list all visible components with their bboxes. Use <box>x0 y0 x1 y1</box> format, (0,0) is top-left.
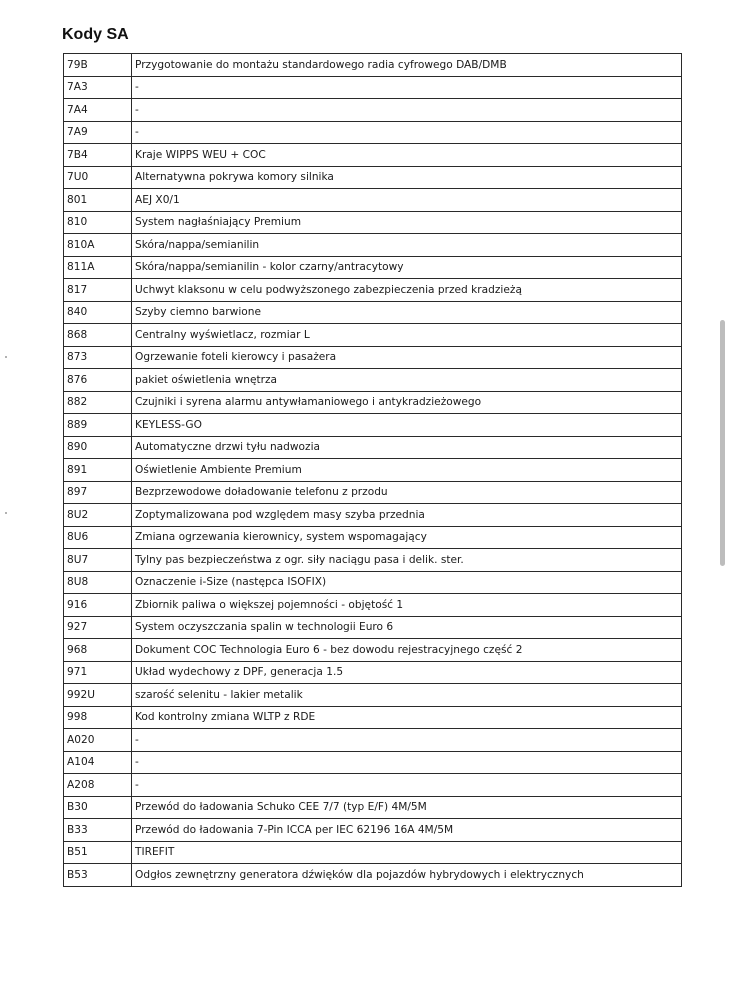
sa-code-cell: 7B4 <box>64 144 132 167</box>
table-row <box>64 526 682 549</box>
table-row <box>64 841 682 864</box>
sa-code-cell: 968 <box>64 639 132 662</box>
sa-code-cell: 840 <box>64 301 132 324</box>
margin-dot <box>5 512 7 514</box>
table-row <box>64 796 682 819</box>
sa-code-cell: A208 <box>64 774 132 797</box>
sa-description-cell: Tylny pas bezpieczeństwa z ogr. siły naciągu pasa i delik. ster. <box>132 549 682 572</box>
table-row <box>64 504 682 527</box>
sa-code-cell: 810A <box>64 234 132 257</box>
sa-description-cell: Zoptymalizowana pod względem masy szyba przednia <box>132 504 682 527</box>
sa-code-cell: 882 <box>64 391 132 414</box>
table-row <box>64 256 682 279</box>
sa-description-cell: KEYLESS-GO <box>132 414 682 437</box>
sa-description-cell: Przewód do ładowania 7-Pin ICCA per IEC 62196 16A 4M/5M <box>132 819 682 842</box>
sa-codes-table <box>63 53 682 887</box>
table-row <box>64 234 682 257</box>
sa-description-cell: Alternatywna pokrywa komory silnika <box>132 166 682 189</box>
table-row <box>64 864 682 887</box>
sa-description-cell: Skóra/nappa/semianilin <box>132 234 682 257</box>
sa-description-cell: Przewód do ładowania Schuko CEE 7/7 (typ E/F) 4M/5M <box>132 796 682 819</box>
sa-description-cell: Przygotowanie do montażu standardowego radia cyfrowego DAB/DMB <box>132 54 682 77</box>
table-row <box>64 166 682 189</box>
sa-description-cell: Centralny wyświetlacz, rozmiar L <box>132 324 682 347</box>
sa-description-cell: Oznaczenie i-Size (następca ISOFIX) <box>132 571 682 594</box>
table-row <box>64 324 682 347</box>
table-row <box>64 819 682 842</box>
watermark-logo: otomoto <box>4 976 59 992</box>
table-row <box>64 729 682 752</box>
sa-code-cell: 8U7 <box>64 549 132 572</box>
sa-code-cell: 79B <box>64 54 132 77</box>
table-row <box>64 436 682 459</box>
sa-description-cell: System oczyszczania spalin w technologii Euro 6 <box>132 616 682 639</box>
sa-code-cell: 916 <box>64 594 132 617</box>
sa-code-cell: 810 <box>64 211 132 234</box>
table-row <box>64 774 682 797</box>
table-row <box>64 459 682 482</box>
sa-code-cell: 876 <box>64 369 132 392</box>
sa-code-cell: 992U <box>64 684 132 707</box>
sa-description-cell: Czujniki i syrena alarmu antywłamaniowego i antykradzieżowego <box>132 391 682 414</box>
sa-code-cell: 897 <box>64 481 132 504</box>
sa-code-cell: 7A9 <box>64 121 132 144</box>
sa-description-cell: - <box>132 76 682 99</box>
table-row <box>64 76 682 99</box>
table-row <box>64 346 682 369</box>
sa-description-cell: Bezprzewodowe doładowanie telefonu z przodu <box>132 481 682 504</box>
sa-description-cell: - <box>132 729 682 752</box>
sa-description-cell: - <box>132 121 682 144</box>
table-row <box>64 414 682 437</box>
table-row <box>64 481 682 504</box>
sa-code-cell: 817 <box>64 279 132 302</box>
sa-description-cell: Zmiana ogrzewania kierownicy, system wspomagający <box>132 526 682 549</box>
sa-description-cell: Ogrzewanie foteli kierowcy i pasażera <box>132 346 682 369</box>
sa-description-cell: szarość selenitu - lakier metalik <box>132 684 682 707</box>
sa-description-cell: Uchwyt klaksonu w celu podwyższonego zabezpieczenia przed kradzieżą <box>132 279 682 302</box>
table-row <box>64 661 682 684</box>
sa-code-cell: 811A <box>64 256 132 279</box>
table-row <box>64 594 682 617</box>
table-row <box>64 751 682 774</box>
sa-code-cell: B51 <box>64 841 132 864</box>
sa-code-cell: 8U2 <box>64 504 132 527</box>
sa-codes-table-body <box>64 54 682 887</box>
sa-description-cell: Dokument COC Technologia Euro 6 - bez dowodu rejestracyjnego część 2 <box>132 639 682 662</box>
table-row <box>64 189 682 212</box>
sa-code-cell: 7A4 <box>64 99 132 122</box>
table-row <box>64 639 682 662</box>
sa-code-cell: 7U0 <box>64 166 132 189</box>
sa-description-cell: AEJ X0/1 <box>132 189 682 212</box>
sa-description-cell: Układ wydechowy z DPF, generacja 1.5 <box>132 661 682 684</box>
sa-code-cell: 873 <box>64 346 132 369</box>
table-row <box>64 369 682 392</box>
table-row <box>64 279 682 302</box>
table-row <box>64 616 682 639</box>
sa-code-cell: 890 <box>64 436 132 459</box>
sa-description-cell: Skóra/nappa/semianilin - kolor czarny/antracytowy <box>132 256 682 279</box>
sa-description-cell: - <box>132 99 682 122</box>
page-title: Kody SA <box>62 26 129 43</box>
sa-code-cell: 889 <box>64 414 132 437</box>
sa-code-cell: 8U8 <box>64 571 132 594</box>
sa-code-cell: B33 <box>64 819 132 842</box>
table-row <box>64 99 682 122</box>
table-row <box>64 391 682 414</box>
sa-code-cell: 998 <box>64 706 132 729</box>
sa-description-cell: pakiet oświetlenia wnętrza <box>132 369 682 392</box>
sa-code-cell: 927 <box>64 616 132 639</box>
table-row <box>64 211 682 234</box>
margin-dot <box>5 356 7 358</box>
sa-description-cell: Automatyczne drzwi tyłu nadwozia <box>132 436 682 459</box>
sa-description-cell: System nagłaśniający Premium <box>132 211 682 234</box>
sa-description-cell: - <box>132 774 682 797</box>
table-row <box>64 54 682 77</box>
scrollbar-thumb[interactable] <box>720 320 725 566</box>
sa-code-cell: B30 <box>64 796 132 819</box>
sa-description-cell: Zbiornik paliwa o większej pojemności - objętość 1 <box>132 594 682 617</box>
table-row <box>64 684 682 707</box>
sa-description-cell: Szyby ciemno barwione <box>132 301 682 324</box>
sa-description-cell: TIREFIT <box>132 841 682 864</box>
sa-code-cell: 891 <box>64 459 132 482</box>
sa-description-cell: Kraje WIPPS WEU + COC <box>132 144 682 167</box>
table-row <box>64 549 682 572</box>
sa-description-cell: - <box>132 751 682 774</box>
sa-code-cell: 8U6 <box>64 526 132 549</box>
sa-code-cell: 7A3 <box>64 76 132 99</box>
table-row <box>64 706 682 729</box>
table-row <box>64 301 682 324</box>
sa-code-cell: 801 <box>64 189 132 212</box>
table-row <box>64 144 682 167</box>
sa-code-cell: 868 <box>64 324 132 347</box>
sa-code-cell: A020 <box>64 729 132 752</box>
sa-code-cell: 971 <box>64 661 132 684</box>
sa-code-cell: A104 <box>64 751 132 774</box>
table-row <box>64 571 682 594</box>
sa-description-cell: Oświetlenie Ambiente Premium <box>132 459 682 482</box>
table-row <box>64 121 682 144</box>
sa-code-cell: B53 <box>64 864 132 887</box>
sa-description-cell: Odgłos zewnętrzny generatora dźwięków dla pojazdów hybrydowych i elektrycznych <box>132 864 682 887</box>
sa-description-cell: Kod kontrolny zmiana WLTP z RDE <box>132 706 682 729</box>
